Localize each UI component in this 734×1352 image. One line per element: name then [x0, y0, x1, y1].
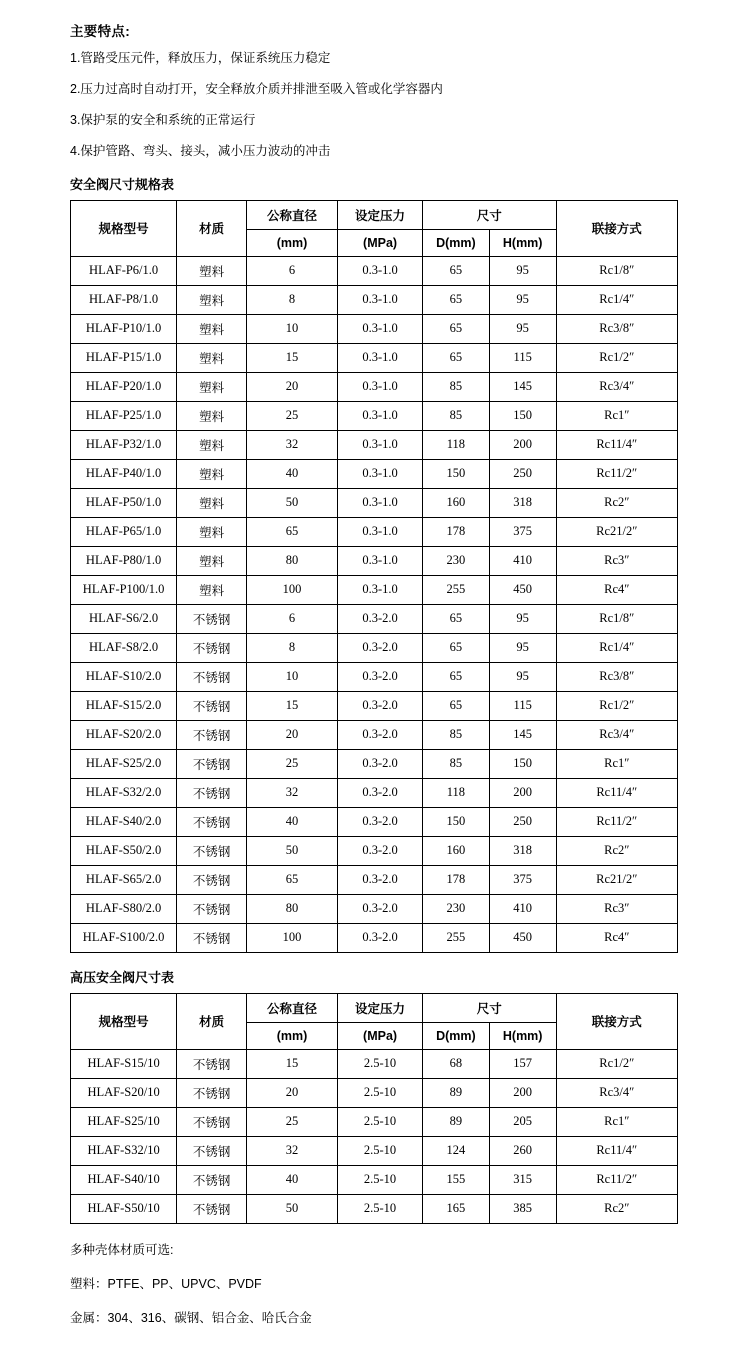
header-set-pressure-unit: (MPa): [338, 229, 423, 256]
cell-connection: Rc2″: [556, 1194, 677, 1223]
cell-dim-d: 155: [423, 1165, 490, 1194]
header-set-pressure: 设定压力: [338, 993, 423, 1022]
cell-nominal-diameter: 20: [247, 372, 338, 401]
table2-title: 高压安全阀尺寸表: [70, 969, 175, 985]
cell-connection: Rc1/4″: [556, 633, 677, 662]
cell-model: HLAF-P65/1.0: [71, 517, 177, 546]
cell-model: HLAF-P40/1.0: [71, 459, 177, 488]
cell-material: 塑料: [177, 314, 247, 343]
cell-dim-h: 95: [489, 633, 556, 662]
cell-dim-h: 450: [489, 923, 556, 952]
cell-nominal-diameter: 40: [247, 459, 338, 488]
cell-set-pressure: 0.3-2.0: [338, 923, 423, 952]
table-row: [71, 662, 678, 691]
cell-set-pressure: 0.3-1.0: [338, 372, 423, 401]
cell-dim-h: 410: [489, 894, 556, 923]
cell-model: HLAF-S10/2.0: [71, 662, 177, 691]
material-notes-metal: 金属：304、316、碳钢、铝合金、哈氏合金: [70, 1310, 312, 1325]
cell-dim-d: 178: [423, 865, 490, 894]
cell-connection: Rc11/2″: [556, 1165, 677, 1194]
cell-connection: Rc1/2″: [556, 691, 677, 720]
cell-material: 塑料: [177, 285, 247, 314]
cell-nominal-diameter: 100: [247, 575, 338, 604]
cell-connection: Rc1″: [556, 401, 677, 430]
cell-connection: Rc4″: [556, 575, 677, 604]
cell-material: 不锈钢: [177, 691, 247, 720]
table-row: [71, 1165, 678, 1194]
cell-dim-h: 200: [489, 1078, 556, 1107]
cell-model: HLAF-S80/2.0: [71, 894, 177, 923]
cell-nominal-diameter: 10: [247, 314, 338, 343]
header-dimensions: 尺寸: [423, 993, 557, 1022]
cell-dim-h: 250: [489, 459, 556, 488]
cell-connection: Rc11/4″: [556, 430, 677, 459]
header-set-pressure-unit: (MPa): [338, 1022, 423, 1049]
table-row: [71, 1194, 678, 1223]
cell-nominal-diameter: 8: [247, 285, 338, 314]
header-nominal-diameter: 公称直径: [247, 200, 338, 229]
cell-dim-h: 385: [489, 1194, 556, 1223]
table-row: [71, 836, 678, 865]
cell-connection: Rc2″: [556, 488, 677, 517]
cell-dim-h: 315: [489, 1165, 556, 1194]
cell-model: HLAF-P50/1.0: [71, 488, 177, 517]
table-row: [71, 343, 678, 372]
table-row: [71, 807, 678, 836]
cell-model: HLAF-P8/1.0: [71, 285, 177, 314]
header-dimensions: 尺寸: [423, 200, 557, 229]
cell-model: HLAF-S20/10: [71, 1078, 177, 1107]
cell-material: 塑料: [177, 546, 247, 575]
cell-set-pressure: 2.5-10: [338, 1165, 423, 1194]
cell-connection: Rc3″: [556, 546, 677, 575]
cell-dim-d: 65: [423, 691, 490, 720]
cell-set-pressure: 0.3-1.0: [338, 517, 423, 546]
cell-dim-h: 318: [489, 836, 556, 865]
cell-model: HLAF-S100/2.0: [71, 923, 177, 952]
table-row: [71, 488, 678, 517]
cell-nominal-diameter: 32: [247, 778, 338, 807]
cell-dim-d: 230: [423, 894, 490, 923]
cell-dim-d: 230: [423, 546, 490, 575]
cell-nominal-diameter: 6: [247, 604, 338, 633]
table-row: [71, 604, 678, 633]
cell-dim-h: 200: [489, 778, 556, 807]
cell-material: 不锈钢: [177, 1165, 247, 1194]
cell-model: HLAF-P10/1.0: [71, 314, 177, 343]
header-material: 材质: [177, 993, 247, 1049]
cell-dim-d: 150: [423, 459, 490, 488]
header-set-pressure: 设定压力: [338, 200, 423, 229]
cell-set-pressure: 0.3-1.0: [338, 256, 423, 285]
cell-dim-h: 250: [489, 807, 556, 836]
table-row: [71, 372, 678, 401]
cell-dim-d: 65: [423, 662, 490, 691]
cell-material: 不锈钢: [177, 865, 247, 894]
cell-model: HLAF-S40/2.0: [71, 807, 177, 836]
cell-material: 不锈钢: [177, 1194, 247, 1223]
cell-set-pressure: 0.3-2.0: [338, 778, 423, 807]
cell-material: 不锈钢: [177, 1136, 247, 1165]
cell-dim-d: 85: [423, 749, 490, 778]
header-connection: 联接方式: [556, 993, 677, 1049]
cell-dim-d: 65: [423, 314, 490, 343]
header-model: 规格型号: [71, 993, 177, 1049]
table-row: [71, 865, 678, 894]
cell-nominal-diameter: 25: [247, 1107, 338, 1136]
cell-dim-d: 118: [423, 430, 490, 459]
cell-model: HLAF-P15/1.0: [71, 343, 177, 372]
cell-set-pressure: 0.3-2.0: [338, 691, 423, 720]
cell-set-pressure: 0.3-2.0: [338, 633, 423, 662]
header-connection: 联接方式: [556, 200, 677, 256]
cell-dim-d: 160: [423, 836, 490, 865]
header-nominal-diameter-unit: (mm): [247, 229, 338, 256]
cell-dim-d: 160: [423, 488, 490, 517]
header-nominal-diameter-unit: (mm): [247, 1022, 338, 1049]
header-dim-d: D(mm): [423, 1022, 490, 1049]
cell-dim-d: 65: [423, 604, 490, 633]
cell-set-pressure: 0.3-2.0: [338, 720, 423, 749]
cell-connection: Rc11/4″: [556, 1136, 677, 1165]
cell-nominal-diameter: 20: [247, 720, 338, 749]
cell-set-pressure: 0.3-1.0: [338, 488, 423, 517]
cell-set-pressure: 0.3-2.0: [338, 604, 423, 633]
cell-connection: Rc11/2″: [556, 807, 677, 836]
cell-connection: Rc11/2″: [556, 459, 677, 488]
cell-material: 不锈钢: [177, 662, 247, 691]
cell-nominal-diameter: 32: [247, 1136, 338, 1165]
table-row: [71, 1107, 678, 1136]
cell-set-pressure: 2.5-10: [338, 1049, 423, 1078]
cell-nominal-diameter: 50: [247, 488, 338, 517]
table-row: [71, 1049, 678, 1078]
cell-dim-h: 95: [489, 285, 556, 314]
cell-connection: Rc21/2″: [556, 517, 677, 546]
cell-dim-h: 318: [489, 488, 556, 517]
cell-model: HLAF-P6/1.0: [71, 256, 177, 285]
cell-dim-h: 95: [489, 604, 556, 633]
cell-material: 不锈钢: [177, 1107, 247, 1136]
high-pressure-table-wrap: [70, 993, 678, 1224]
cell-set-pressure: 0.3-1.0: [338, 546, 423, 575]
cell-material: 不锈钢: [177, 923, 247, 952]
cell-model: HLAF-S32/2.0: [71, 778, 177, 807]
cell-connection: Rc4″: [556, 923, 677, 952]
cell-connection: Rc1″: [556, 749, 677, 778]
cell-nominal-diameter: 32: [247, 430, 338, 459]
table-row: [71, 459, 678, 488]
cell-dim-d: 65: [423, 285, 490, 314]
cell-dim-d: 89: [423, 1107, 490, 1136]
table-header-row: [71, 200, 678, 229]
cell-dim-h: 375: [489, 865, 556, 894]
cell-connection: Rc11/4″: [556, 778, 677, 807]
cell-set-pressure: 2.5-10: [338, 1078, 423, 1107]
cell-dim-h: 410: [489, 546, 556, 575]
table-row: [71, 256, 678, 285]
cell-dim-h: 260: [489, 1136, 556, 1165]
cell-set-pressure: 2.5-10: [338, 1136, 423, 1165]
header-model: 规格型号: [71, 200, 177, 256]
cell-set-pressure: 0.3-2.0: [338, 662, 423, 691]
cell-material: 塑料: [177, 256, 247, 285]
cell-nominal-diameter: 6: [247, 256, 338, 285]
table-row: [71, 430, 678, 459]
feature-item: 3.保护泵的安全和系统的正常运行: [70, 112, 256, 127]
cell-material: 塑料: [177, 459, 247, 488]
cell-dim-h: 145: [489, 372, 556, 401]
cell-material: 不锈钢: [177, 633, 247, 662]
header-dim-h: H(mm): [489, 1022, 556, 1049]
material-notes: [70, 1240, 678, 1326]
cell-dim-d: 65: [423, 343, 490, 372]
cell-nominal-diameter: 10: [247, 662, 338, 691]
cell-nominal-diameter: 15: [247, 691, 338, 720]
cell-nominal-diameter: 8: [247, 633, 338, 662]
cell-dim-d: 255: [423, 575, 490, 604]
cell-material: 不锈钢: [177, 1049, 247, 1078]
cell-set-pressure: 0.3-2.0: [338, 865, 423, 894]
table-row: [71, 1078, 678, 1107]
cell-set-pressure: 2.5-10: [338, 1194, 423, 1223]
feature-item: 4.保护管路、弯头、接头，减小压力波动的冲击: [70, 143, 331, 158]
cell-set-pressure: 0.3-2.0: [338, 836, 423, 865]
cell-nominal-diameter: 20: [247, 1078, 338, 1107]
cell-connection: Rc3/4″: [556, 720, 677, 749]
cell-dim-h: 115: [489, 691, 556, 720]
cell-dim-d: 85: [423, 372, 490, 401]
cell-nominal-diameter: 15: [247, 343, 338, 372]
cell-dim-h: 95: [489, 314, 556, 343]
cell-dim-h: 157: [489, 1049, 556, 1078]
cell-dim-h: 95: [489, 662, 556, 691]
table-row: [71, 691, 678, 720]
cell-nominal-diameter: 50: [247, 836, 338, 865]
cell-dim-h: 150: [489, 749, 556, 778]
table-row: [71, 749, 678, 778]
table-row: [71, 894, 678, 923]
cell-connection: Rc3″: [556, 894, 677, 923]
table-row: [71, 401, 678, 430]
cell-material: 不锈钢: [177, 807, 247, 836]
cell-nominal-diameter: 80: [247, 894, 338, 923]
cell-material: 塑料: [177, 401, 247, 430]
cell-model: HLAF-S32/10: [71, 1136, 177, 1165]
cell-dim-d: 124: [423, 1136, 490, 1165]
table-row: [71, 314, 678, 343]
table1-title: 安全阀尺寸规格表: [70, 176, 175, 192]
cell-nominal-diameter: 40: [247, 807, 338, 836]
cell-dim-h: 375: [489, 517, 556, 546]
cell-nominal-diameter: 65: [247, 517, 338, 546]
cell-dim-h: 450: [489, 575, 556, 604]
cell-set-pressure: 2.5-10: [338, 1107, 423, 1136]
cell-connection: Rc1/8″: [556, 256, 677, 285]
cell-connection: Rc1/2″: [556, 1049, 677, 1078]
cell-material: 塑料: [177, 488, 247, 517]
cell-nominal-diameter: 65: [247, 865, 338, 894]
cell-material: 塑料: [177, 575, 247, 604]
cell-model: HLAF-S65/2.0: [71, 865, 177, 894]
cell-dim-d: 65: [423, 256, 490, 285]
cell-dim-d: 165: [423, 1194, 490, 1223]
cell-connection: Rc3/8″: [556, 314, 677, 343]
cell-set-pressure: 0.3-2.0: [338, 894, 423, 923]
table-row: [71, 546, 678, 575]
features-heading: 主要特点:: [70, 24, 130, 39]
table-row: [71, 517, 678, 546]
table-header-row: [71, 993, 678, 1022]
table-row: [71, 923, 678, 952]
cell-material: 不锈钢: [177, 749, 247, 778]
cell-dim-d: 178: [423, 517, 490, 546]
cell-model: HLAF-S8/2.0: [71, 633, 177, 662]
cell-model: HLAF-S25/2.0: [71, 749, 177, 778]
cell-nominal-diameter: 40: [247, 1165, 338, 1194]
cell-set-pressure: 0.3-1.0: [338, 459, 423, 488]
feature-item: 1.管路受压元件，释放压力，保证系统压力稳定: [70, 51, 331, 65]
cell-set-pressure: 0.3-1.0: [338, 285, 423, 314]
material-notes-intro: 多种壳体材质可选:: [70, 1242, 174, 1257]
cell-material: 塑料: [177, 372, 247, 401]
cell-dim-d: 65: [423, 633, 490, 662]
cell-model: HLAF-S50/10: [71, 1194, 177, 1223]
cell-connection: Rc1/4″: [556, 285, 677, 314]
header-nominal-diameter: 公称直径: [247, 993, 338, 1022]
cell-dim-d: 118: [423, 778, 490, 807]
cell-nominal-diameter: 25: [247, 401, 338, 430]
cell-dim-h: 205: [489, 1107, 556, 1136]
cell-nominal-diameter: 100: [247, 923, 338, 952]
cell-material: 不锈钢: [177, 836, 247, 865]
table-row: [71, 720, 678, 749]
cell-dim-h: 200: [489, 430, 556, 459]
cell-model: HLAF-P100/1.0: [71, 575, 177, 604]
cell-dim-h: 95: [489, 256, 556, 285]
cell-set-pressure: 0.3-1.0: [338, 430, 423, 459]
header-material: 材质: [177, 200, 247, 256]
cell-material: 塑料: [177, 517, 247, 546]
safety-valve-spec-table: [70, 200, 678, 953]
cell-model: HLAF-P80/1.0: [71, 546, 177, 575]
cell-dim-d: 150: [423, 807, 490, 836]
cell-model: HLAF-P25/1.0: [71, 401, 177, 430]
cell-model: HLAF-S6/2.0: [71, 604, 177, 633]
cell-nominal-diameter: 50: [247, 1194, 338, 1223]
cell-material: 不锈钢: [177, 778, 247, 807]
high-pressure-valve-spec-table: [70, 993, 678, 1224]
cell-connection: Rc3/4″: [556, 372, 677, 401]
cell-model: HLAF-S50/2.0: [71, 836, 177, 865]
cell-connection: Rc1″: [556, 1107, 677, 1136]
cell-nominal-diameter: 25: [247, 749, 338, 778]
cell-model: HLAF-S25/10: [71, 1107, 177, 1136]
cell-set-pressure: 0.3-1.0: [338, 314, 423, 343]
table-row: [71, 285, 678, 314]
table-row: [71, 1136, 678, 1165]
cell-set-pressure: 0.3-1.0: [338, 575, 423, 604]
cell-model: HLAF-S20/2.0: [71, 720, 177, 749]
cell-material: 不锈钢: [177, 1078, 247, 1107]
cell-model: HLAF-P32/1.0: [71, 430, 177, 459]
cell-material: 不锈钢: [177, 894, 247, 923]
cell-material: 不锈钢: [177, 720, 247, 749]
cell-connection: Rc3/4″: [556, 1078, 677, 1107]
cell-model: HLAF-P20/1.0: [71, 372, 177, 401]
material-notes-plastic: 塑料：PTFE、PP、UPVC、PVDF: [70, 1276, 262, 1291]
cell-dim-d: 68: [423, 1049, 490, 1078]
cell-model: HLAF-S15/2.0: [71, 691, 177, 720]
cell-dim-h: 145: [489, 720, 556, 749]
cell-dim-d: 89: [423, 1078, 490, 1107]
cell-material: 塑料: [177, 430, 247, 459]
header-dim-d: D(mm): [423, 229, 490, 256]
cell-material: 不锈钢: [177, 604, 247, 633]
cell-model: HLAF-S15/10: [71, 1049, 177, 1078]
cell-dim-h: 150: [489, 401, 556, 430]
cell-nominal-diameter: 80: [247, 546, 338, 575]
cell-dim-h: 115: [489, 343, 556, 372]
table-row: [71, 575, 678, 604]
cell-set-pressure: 0.3-1.0: [338, 343, 423, 372]
features-list: [70, 50, 678, 160]
feature-item: 2.压力过高时自动打开，安全释放介质并排泄至吸入管或化学容器内: [70, 81, 443, 96]
cell-connection: Rc2″: [556, 836, 677, 865]
cell-connection: Rc21/2″: [556, 865, 677, 894]
cell-set-pressure: 0.3-2.0: [338, 749, 423, 778]
cell-model: HLAF-S40/10: [71, 1165, 177, 1194]
cell-dim-d: 255: [423, 923, 490, 952]
cell-connection: Rc1/8″: [556, 604, 677, 633]
cell-dim-d: 85: [423, 401, 490, 430]
header-dim-h: H(mm): [489, 229, 556, 256]
table-row: [71, 778, 678, 807]
cell-dim-d: 85: [423, 720, 490, 749]
cell-set-pressure: 0.3-2.0: [338, 807, 423, 836]
cell-material: 塑料: [177, 343, 247, 372]
cell-nominal-diameter: 15: [247, 1049, 338, 1078]
cell-connection: Rc3/8″: [556, 662, 677, 691]
table-row: [71, 633, 678, 662]
cell-connection: Rc1/2″: [556, 343, 677, 372]
cell-set-pressure: 0.3-1.0: [338, 401, 423, 430]
